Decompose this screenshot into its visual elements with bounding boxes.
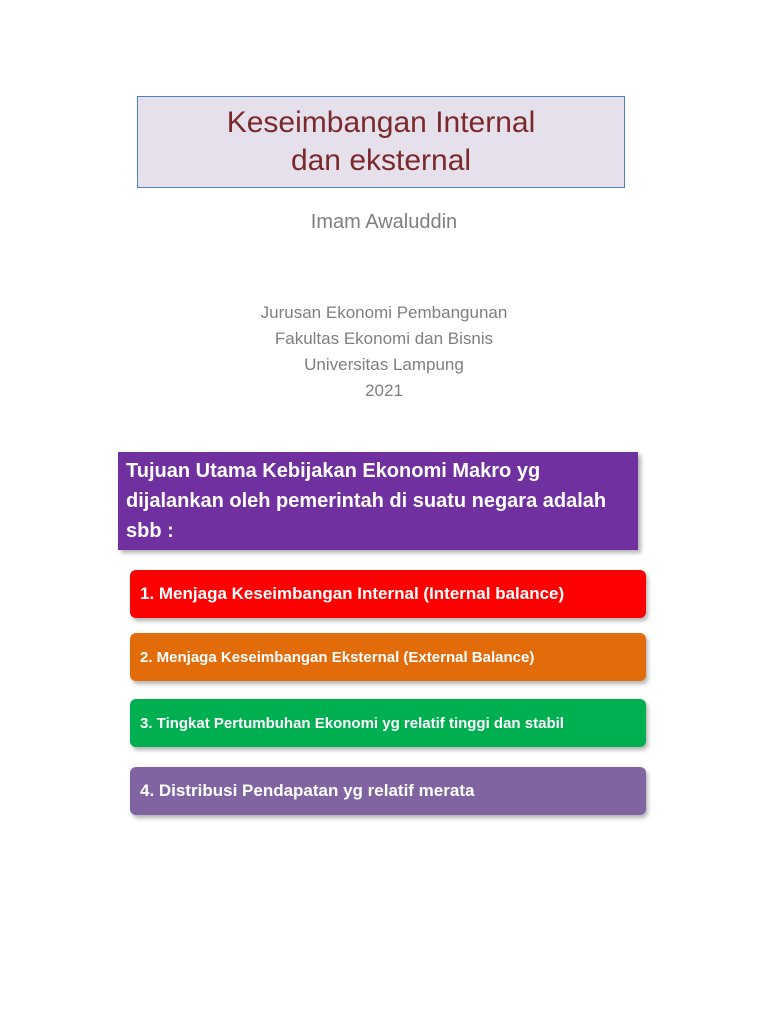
title-box	[137, 96, 625, 188]
goal-economic-growth: 3. Tingkat Pertumbuhan Ekonomi yg relatif tinggi dan stabil	[130, 699, 646, 747]
goal-internal-balance: 1. Menjaga Keseimbangan Internal (Internal balance)	[130, 570, 646, 618]
objective-heading: Tujuan Utama Kebijakan Ekonomi Makro yg dijalankan oleh pemerintah di suatu negara adalah sbb :	[118, 452, 638, 550]
title-line-1: Keseimbangan Internal	[226, 106, 536, 139]
year: 2021	[365, 381, 403, 400]
title-line-2: dan eksternal	[290, 144, 472, 177]
goal-external-balance: 2. Menjaga Keseimbangan Eksternal (External Balance)	[130, 633, 646, 681]
goal-income-distribution: 4. Distribusi Pendapatan yg relatif merata	[130, 767, 646, 815]
author-name: Imam Awaluddin	[310, 211, 458, 233]
affiliation	[0, 300, 768, 404]
faculty: Fakultas Ekonomi dan Bisnis	[274, 329, 494, 348]
department: Jurusan Ekonomi Pembangunan	[260, 303, 508, 322]
university: Universitas Lampung	[304, 355, 464, 374]
